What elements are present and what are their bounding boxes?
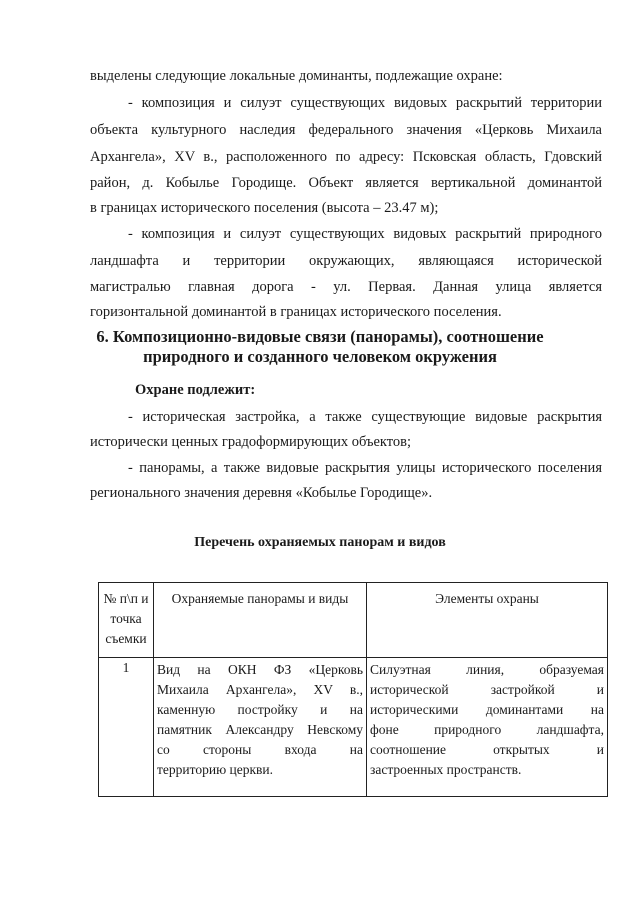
- row-elements-cell: [367, 658, 608, 797]
- text-line: ландшафта и территории окружающих, являющаяся исторической: [90, 253, 602, 269]
- cell-line: застроенных пространств.: [370, 762, 522, 777]
- cell-line: историческими доминантами на: [370, 702, 604, 717]
- cell-line: территорию церкви.: [157, 762, 274, 777]
- section-heading: природного и созданного человеком окружения: [143, 347, 497, 366]
- cell-line: Силуэтная линия, образуемая: [370, 662, 604, 677]
- header-elements: [367, 583, 608, 658]
- cell-line: соотношение открытых и: [370, 742, 604, 757]
- panorama-table: [98, 582, 608, 797]
- header-number-line: точка: [110, 611, 142, 626]
- header-elements-label: Элементы охраны: [435, 591, 539, 606]
- text-line: - композиция и силуэт существующих видовых раскрытий природного: [128, 226, 602, 242]
- section-heading: 6. Композиционно-видовые связи (панорамы), соотношение: [96, 327, 544, 346]
- cell-line: фоне природного ландшафта,: [370, 722, 604, 737]
- text-line: - композиция и силуэт существующих видовых раскрытий территории: [128, 95, 602, 111]
- header-number: [99, 583, 154, 658]
- header-views: [154, 583, 367, 658]
- row-number: 1: [99, 658, 154, 797]
- text-line: в границах исторического поселения (высота – 23.47 м);: [90, 200, 439, 216]
- subheading: Охране подлежит:: [135, 382, 256, 398]
- text-line: район, д. Кобылье Городище. Объект является вертикальной доминантой: [90, 175, 602, 191]
- header-views-label: Охраняемые панорамы и виды: [171, 591, 349, 606]
- table-title: Перечень охраняемых панорам и видов: [194, 535, 446, 550]
- text-line: - историческая застройка, а также существующие видовые раскрытия: [128, 409, 602, 425]
- cell-line: Михаила Архангела», XV в.,: [157, 682, 363, 697]
- text-line: объекта культурного наследия федерального значения «Церковь Михаила: [90, 122, 602, 138]
- text-line: горизонтальной доминантой в границах исторического поселения.: [90, 304, 502, 320]
- cell-line: каменную постройку и на: [157, 702, 363, 717]
- text-line: выделены следующие локальные доминанты, подлежащие охране:: [90, 68, 503, 84]
- cell-line: исторической застройкой и: [370, 682, 604, 697]
- row-view-cell: [154, 658, 367, 797]
- text-line: исторически ценных градоформирующих объектов;: [90, 434, 412, 450]
- table-row: [99, 658, 608, 797]
- text-line: - панорамы, а также видовые раскрытия улицы исторического поселения: [128, 460, 602, 476]
- cell-line: памятник Александру Невскому: [157, 722, 363, 737]
- cell-line: Вид на ОКН ФЗ «Церковь: [157, 662, 363, 677]
- text-line: магистралью главная дорога - ул. Первая. Данная улица является: [90, 279, 602, 295]
- text-line: регионального значения деревня «Кобылье Городище».: [90, 485, 433, 501]
- cell-line: со стороны входа на: [157, 742, 363, 757]
- header-number-line: съемки: [105, 631, 147, 646]
- table-header-row: [99, 583, 608, 658]
- header-number-line: № п\п и: [103, 591, 149, 606]
- text-line: Архангела», XV в., расположенного по адресу: Псковская область, Гдовский: [90, 149, 602, 165]
